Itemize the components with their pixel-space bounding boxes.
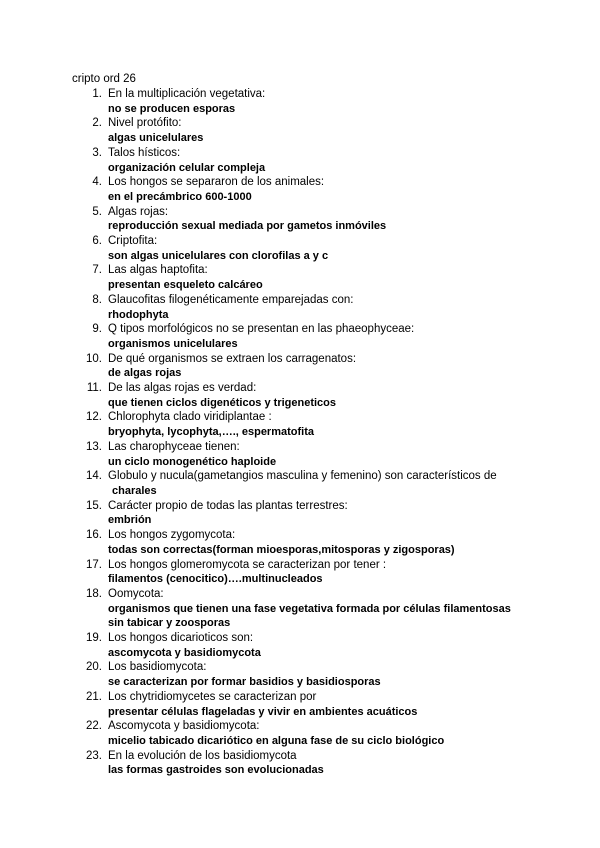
list-item [72, 690, 572, 719]
question-text: Q tipos morfológicos no se presentan en las phaeophyceae: [108, 323, 415, 336]
question-text: En la evolución de los basidiomycota [108, 749, 297, 762]
answer-text: un ciclo monogenético haploide [108, 455, 277, 468]
list-item [72, 660, 572, 689]
list-item [72, 587, 572, 631]
item-number: 10. [86, 352, 102, 365]
list-item [72, 352, 572, 381]
question-text: Los hongos glomeromycota se caracterizan por tener : [108, 558, 387, 571]
answer-text: charales [112, 484, 157, 497]
list-item [72, 719, 572, 748]
list-item [72, 440, 572, 469]
answer-text: rhodophyta [108, 308, 169, 321]
question-text: Las charophyceae tienen: [108, 440, 240, 453]
item-number: 21. [86, 690, 102, 703]
answer-text: ascomycota y basidiomycota [108, 646, 261, 659]
answer-text: que tienen ciclos digenéticos y trigeneticos [108, 396, 337, 409]
answer-text: presentar células flageladas y vivir en ambientes acuáticos [108, 705, 418, 718]
item-number: 13. [86, 440, 102, 453]
item-number: 14. [86, 470, 102, 483]
question-text: Talos hísticos: [108, 146, 181, 159]
question-text: Los hongos zygomycota: [108, 529, 236, 542]
item-number: 9. [92, 323, 102, 336]
item-number: 19. [86, 632, 102, 645]
answer-text: reproducción sexual mediada por gametos inmóviles [108, 220, 387, 233]
question-text: Ascomycota y basidiomycota: [108, 720, 260, 733]
item-number: 1. [92, 88, 102, 100]
list-item [72, 322, 572, 351]
answer-text: embrión [108, 514, 152, 527]
list-item [72, 234, 572, 263]
document-title: cripto ord 26 [72, 73, 136, 85]
list-item [72, 499, 572, 528]
answer-text: sin tabicar y zoosporas [108, 617, 231, 630]
question-text: Chlorophyta clado viridiplantae : [108, 411, 272, 424]
answer-text: bryophyta, lycophyta,…., espermatofita [108, 426, 314, 439]
item-number: 18. [86, 587, 102, 600]
item-number: 11. [86, 382, 102, 395]
question-text: Oomycota: [108, 587, 164, 600]
answer-text: presentan esqueleto calcáreo [108, 279, 263, 292]
list-item [72, 263, 572, 292]
list-item [72, 87, 572, 116]
list-item [72, 381, 572, 410]
list-item [72, 558, 572, 587]
list-item [72, 469, 572, 498]
list-item [72, 116, 572, 145]
document-page [72, 72, 572, 778]
question-text: Glaucofitas filogenéticamente emparejadas con: [108, 293, 354, 306]
question-list [72, 87, 572, 778]
list-item [72, 749, 572, 778]
answer-text: micelio tabicado dicariótico en alguna fase de su ciclo biológico [108, 734, 445, 747]
item-number: 4. [92, 176, 102, 189]
list-item [72, 146, 572, 175]
list-item [72, 293, 572, 322]
question-text: En la multiplicación vegetativa: [108, 88, 266, 100]
question-text: Nivel protófito: [108, 117, 182, 130]
question-text: De qué organismos se extraen los carragenatos: [108, 352, 357, 365]
answer-text: filamentos (cenocitico)….multinucleados [108, 573, 323, 586]
answer-text: organismos unicelulares [108, 337, 238, 350]
answer-text: son algas unicelulares con clorofilas a y c [108, 249, 329, 262]
answer-text: las formas gastroides son evolucionadas [108, 764, 324, 777]
list-item [72, 205, 572, 234]
question-text: Algas rojas: [108, 205, 169, 218]
answer-text: organización celular compleja [108, 161, 266, 174]
item-number: 6. [92, 235, 102, 248]
item-number: 7. [92, 264, 102, 277]
item-number: 16. [86, 529, 102, 542]
item-number: 17. [86, 558, 102, 571]
answer-text: en el precámbrico 600-1000 [108, 190, 252, 203]
question-text: Globulo y nucula(gametangios masculina y femenino) son característicos de [108, 470, 497, 483]
list-item [72, 410, 572, 439]
answer-text: de algas rojas [108, 367, 182, 380]
question-text: Los hongos se separaron de los animales: [108, 176, 325, 189]
item-number: 15. [86, 499, 102, 512]
item-number: 8. [92, 293, 102, 306]
item-number: 22. [86, 720, 102, 733]
answer-text: organismos que tienen una fase vegetativa formada por células filamentosas [108, 602, 511, 615]
answer-text: todas son correctas(forman mioesporas,mitosporas y zigosporas) [108, 543, 455, 556]
list-item [72, 175, 572, 204]
item-number: 2. [92, 117, 102, 130]
item-number: 12. [86, 411, 102, 424]
item-number: 3. [92, 146, 102, 159]
question-text: De las algas rojas es verdad: [108, 382, 257, 395]
list-item [72, 528, 572, 557]
question-text: Las algas haptofita: [108, 264, 208, 277]
question-text: Los chytridiomycetes se caracterizan por [108, 690, 317, 703]
item-number: 5. [92, 205, 102, 218]
question-text: Los hongos dicarioticos son: [108, 632, 254, 645]
answer-text: se caracterizan por formar basidios y basidiosporas [108, 676, 381, 689]
item-number: 23. [86, 749, 102, 762]
item-number: 20. [86, 661, 102, 674]
question-text: Criptofita: [108, 235, 158, 248]
answer-text: no se producen esporas [108, 102, 236, 115]
question-text: Los basidiomycota: [108, 661, 207, 674]
list-item [72, 631, 572, 660]
answer-text: algas unicelulares [108, 132, 204, 145]
question-text: Carácter propio de todas las plantas terrestres: [108, 499, 348, 512]
